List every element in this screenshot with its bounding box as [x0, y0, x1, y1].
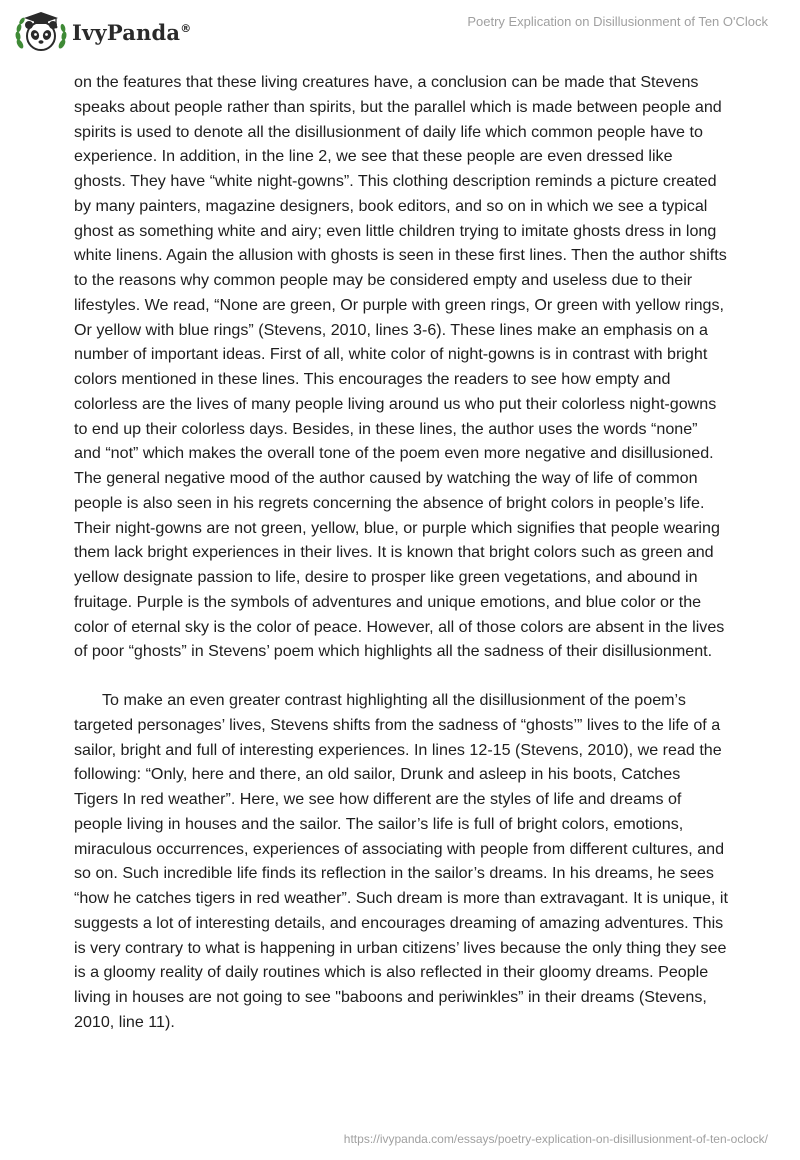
- source-url[interactable]: https://ivypanda.com/essays/poetry-explication-on-disillusionment-of-ten-oclock/: [343, 1132, 768, 1146]
- ivypanda-logo[interactable]: [14, 8, 191, 54]
- document-title: Poetry Explication on Disillusionment of Ten O'Clock: [467, 14, 768, 29]
- page-header: [0, 0, 800, 64]
- paragraph-2: To make an even greater contrast highlighting all the disillusionment of the poem’s targeted personages’ lives, Stevens shifts from the sadness of “ghosts’” lives to the life of a sailor, bright and full of interesting experiences. In lines 12-15 (Stevens, 2010), we read the following: “Only, here and there, an old sailor, Drunk and asleep in his boots, Catches Tigers In red weather”. Here, we see how different are the styles of life and dreams of people living in houses and the sailor. The sailor’s life is full of bright colors, emotions, miraculous occurrences, experiences of associating with people from different cultures, and so on. Such incredible life finds its reflection in the sailor’s dreams. In his dreams, he sees “how he catches tigers in red weather”. Such dream is more than extravagant. It is unique, it suggests a lot of interesting details, and encourages dreaming of amazing adventures. This is very contrary to what is happening in urban citizens’ lives because the only thing they see is a gloomy reality of daily routines which is also reflected in their gloomy dreams. People living in houses are not going to see "baboons and periwinkles” in their dreams (Stevens, 2010, line 11).: [74, 691, 728, 1031]
- essay-body: [74, 70, 728, 1035]
- registered-mark: ®: [180, 21, 192, 35]
- paragraph-1: on the features that these living creatures have, a conclusion can be made that Stevens speaks about people rather than spirits, but the parallel which is made between people and spirits is used to denote all the disillusionment of daily life which common people have to experience. In addition, in the line 2, we see that these people are even dressed like ghosts. They have “white night-gowns”. This clothing description reminds a picture created by many painters, magazine designers, book editors, and so on in which we see a typical ghost as something white and airy; even little children trying to imitate ghosts dress in long white linens. Again the allusion with ghosts is seen in these first lines. Then the author shifts to the reasons why common people may be considered empty and useless due to their lifestyles. We read, “None are green, Or purple with green rings, Or green with yellow rings, Or yellow with blue rings” (Stevens, 2010, lines 3-6). These lines make an emphasis on a number of important ideas. First of all, white color of night-gowns is in contrast with bright colors mentioned in these lines. This encourages the readers to see how empty and colorless are the lives of many people living around us who put their colorless night-gowns to end up their colorless days. Besides, in these lines, the author uses the words “none” and “not” which makes the overall tone of the poem even more negative and disillusioned. The general negative mood of the author caused by watching the way of life of common people is also seen in his regrets concerning the absence of bright colors in people’s life. Their night-gowns are not green, yellow, blue, or purple which signifies that people wearing them lack bright experiences in their lives. It is known that bright colors such as green and yellow designate passion to life, desire to prosper like green vegetations, and abound in fruitage. Purple is the symbols of adventures and unique emotions, and blue color or the color of eternal sky is the color of peace. However, all of those colors are absent in the lives of poor “ghosts” in Stevens’ poem which highlights all the sadness of their disillusionment.: [74, 73, 727, 661]
- brand-name: IvyPanda®: [72, 19, 192, 45]
- panda-graduate-icon: [14, 8, 68, 54]
